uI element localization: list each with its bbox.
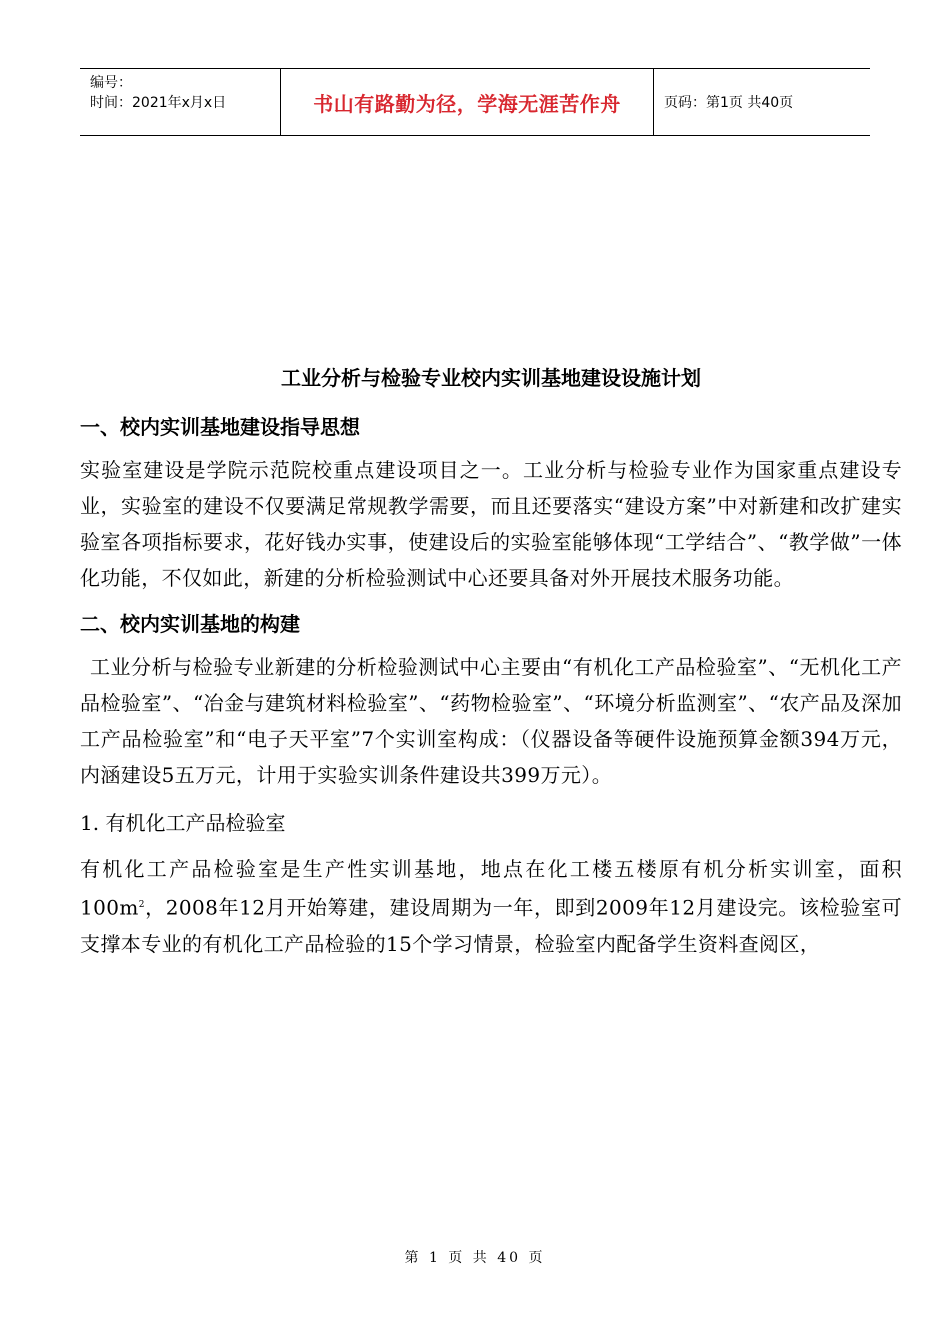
header-meta bbox=[80, 69, 281, 135]
header-table bbox=[80, 68, 870, 136]
number-label: 编号： bbox=[90, 75, 132, 91]
section-heading-2: 二、校内实训基地的构建 bbox=[80, 612, 300, 636]
section-heading-1: 一、校内实训基地建设指导思想 bbox=[80, 415, 360, 439]
section-paragraph-1-text: 实验室建设是学院示范院校重点建设项目之一。工业分析与检验专业作为国家重点建设专业，实验室的建设不仅要满足常规教学需要，而且还要落实“建设方案”中对新建和改扩建实验室各项指标要求，花好钱办实事，使建设后的实验室能够体现“工学结合”、“教学做”一体化功能，不仅如此，新建的分析检验测试中心还要具备对外开展技术服务功能。 bbox=[80, 458, 902, 590]
section-paragraph-1 bbox=[80, 452, 902, 596]
header-page-info: 页码：第1页 共40页 bbox=[664, 95, 794, 111]
subsection-heading-1: 1. 有机化工产品检验室 bbox=[80, 811, 286, 835]
time-label: 时间：2021年x月x日 bbox=[90, 95, 227, 111]
area-superscript: 2 bbox=[138, 900, 145, 910]
section-paragraph-2 bbox=[80, 649, 902, 793]
header-motto: 书山有路勤为径，学海无涯苦作舟 bbox=[281, 69, 654, 135]
subsection-paragraph-1-text-a: 有机化工产品检验室是生产性实训基地，地点在化工楼五楼原有机分析实训室，面积100m bbox=[80, 857, 902, 920]
document-title: 工业分析与检验专业校内实训基地建设设施计划 bbox=[281, 366, 701, 390]
page-footer: 第 1 页 共 40 页 bbox=[404, 1250, 546, 1266]
subsection-paragraph-1-text-b: ，2008年12月开始筹建，建设周期为一年，即到2009年12月建设完。该检验室可支撑本专业的有机化工产品检验的15个学习情景，检验室内配备学生资料查阅区， bbox=[80, 895, 902, 956]
section-paragraph-2-text: 工业分析与检验专业新建的分析检验测试中心主要由“有机化工产品检验室”、“无机化工产品检验室”、“冶金与建筑材料检验室”、“药物检验室”、“环境分析监测室”、“农产品及深加工产品检验室”和“电子天平室”7个实训室构成：（仪器设备等硬件设施预算金额394万元，内涵建设5五万元，计用于实验实训条件建设共399万元）。 bbox=[80, 655, 902, 787]
document-body bbox=[80, 362, 902, 974]
subsection-paragraph-1 bbox=[80, 851, 902, 962]
